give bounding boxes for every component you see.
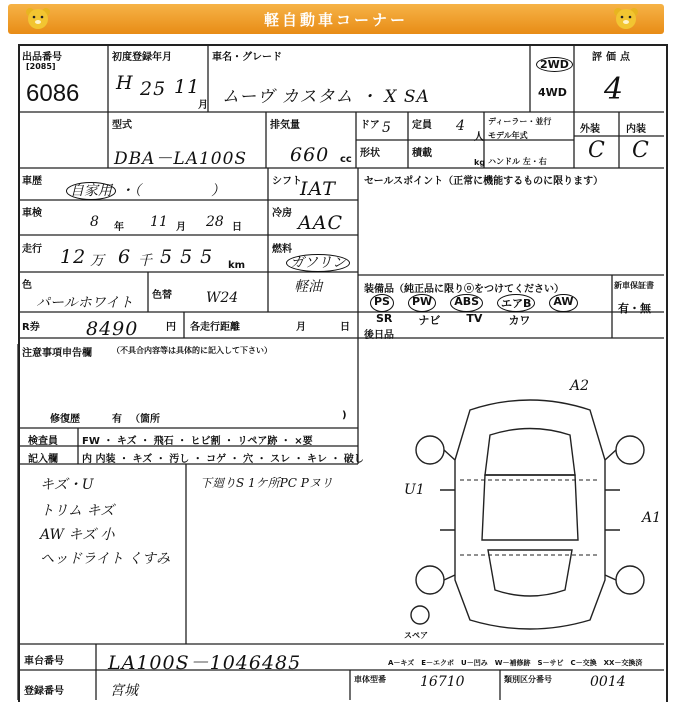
exterior-value: C <box>588 138 606 163</box>
registration-no-label: 登録番号 <box>24 686 64 697</box>
equipment-ps: PS <box>370 294 394 312</box>
remark-1: キズ・U <box>40 477 94 493</box>
inspection-label: 車検 <box>22 208 42 219</box>
inspection-day-unit: 日 <box>232 222 242 233</box>
diagram-mark-right: A1 <box>642 510 662 526</box>
equipment-sr: SR <box>376 312 393 325</box>
class-value: 0014 <box>590 674 626 690</box>
model-name: ムーヴ カスタム ・ X SA <box>222 87 430 107</box>
inspection-day: 28 <box>206 214 224 230</box>
warranty-label: 新車保証書 <box>614 281 654 290</box>
lot-label: 出品番号 <box>22 52 62 63</box>
fleet-value: 16710 <box>420 674 465 690</box>
type-value: DBA－LA100S <box>114 149 248 169</box>
remark-4: ヘッドライト くすみ <box>40 551 171 567</box>
remark-3: AW キズ 小 <box>40 527 115 543</box>
type-label: 型式 <box>112 120 132 131</box>
mileage-unit: km <box>228 260 246 271</box>
registration-no-value: 宮城 <box>110 683 138 699</box>
grade-value: 4 <box>604 72 625 107</box>
repair-close: ) <box>342 410 347 421</box>
class-label: 類別区分番号 <box>504 675 552 684</box>
load-label: 積載 <box>412 148 432 159</box>
handle-label: ハンドル 左・右 <box>488 157 547 166</box>
displacement-unit: cc <box>340 154 352 165</box>
usage-paren: ・（ ） <box>120 183 225 199</box>
fuel-diesel: 軽油 <box>294 279 322 295</box>
header-title: 軽自動車コーナー <box>263 11 408 29</box>
drive-4wd: 4WD <box>538 86 567 99</box>
grade-label: 評価点 <box>592 52 634 63</box>
registration-year: 25 <box>140 78 167 100</box>
inspection-year: 8 <box>90 214 99 230</box>
meter-month: 月 <box>296 322 306 333</box>
capacity-unit: 人 <box>474 132 484 143</box>
repair-value: 有 <box>112 414 122 425</box>
registration-era: H <box>116 72 134 94</box>
equipment-abs: ABS <box>450 294 483 312</box>
shift-label: シフト <box>272 176 302 187</box>
equipment-row-2 <box>376 312 530 328</box>
mileage-sen: 6 <box>118 246 132 268</box>
lot-number: 6086 <box>26 80 80 107</box>
shift-value: IAT <box>300 178 336 200</box>
ac-label: 冷房 <box>272 208 292 219</box>
mileage-rest: 555 <box>160 246 221 268</box>
recycle-unit: 円 <box>166 322 176 333</box>
meter-day: 日 <box>340 322 350 333</box>
model-label: 車名・グレード <box>212 52 282 63</box>
capacity-value: 4 <box>456 118 465 134</box>
diagram-mark-left: U1 <box>404 482 425 498</box>
car-damage-diagram <box>400 380 660 642</box>
fuel-gasoline: ガソリン <box>286 254 350 272</box>
registration-month: 11 <box>174 76 201 98</box>
registration-unit: 月 <box>198 100 208 111</box>
color-label: 色 <box>22 280 32 291</box>
inspector-items: FW ・ キズ ・ 飛石 ・ ヒビ割 ・ リペア跡 ・ ×要 <box>82 436 313 447</box>
equipment-label: 装備品（純正品に限りⓞをつけてください） <box>364 284 564 295</box>
diagram-mark-bottom: スペア <box>404 631 428 640</box>
equipment-navi: ナビ <box>418 314 441 327</box>
fuel-label: 燃料 <box>272 244 292 255</box>
mileage-sen-unit: 千 <box>138 253 152 269</box>
damage-legend: A－キズ E－エクボ U－凹み W－補修跡 S－サビ C－交換 XX－交換済 <box>388 659 643 667</box>
remark-2: トリム キズ <box>40 503 115 519</box>
doors-label: ドア <box>360 120 380 131</box>
shape-label: 形状 <box>360 148 380 159</box>
equipment-leather: カワ <box>508 314 531 327</box>
usage-label: 車歴 <box>22 176 42 187</box>
drive-2wd: 2WD <box>536 57 573 72</box>
inspector-label: 検査員 <box>28 436 58 447</box>
recycle-label: R券 <box>22 322 40 333</box>
warranty-value: 有・無 <box>618 302 651 315</box>
ac-value: AAC <box>298 212 343 234</box>
doors-value: 5 <box>382 120 391 136</box>
lot-sub: [2085] <box>26 62 56 71</box>
displacement-label: 排気量 <box>270 120 300 131</box>
recorder-items: 内 内装 ・ キズ ・ 汚し ・ コゲ ・ 穴 ・ スレ ・ キレ ・ 破し <box>82 454 364 465</box>
chassis-label: 車台番号 <box>24 656 64 667</box>
inspection-month-unit: 月 <box>176 222 186 233</box>
inspection-month: 11 <box>150 214 168 230</box>
color-code: W24 <box>206 290 239 306</box>
notes-sub: （不具合内容等は具体的に記入して下さい） <box>112 346 272 355</box>
capacity-label: 定員 <box>412 120 432 131</box>
recycle-value: 8490 <box>86 318 139 340</box>
exterior-label: 外装 <box>580 124 600 135</box>
interior-label: 内装 <box>626 124 646 135</box>
displacement-value: 660 <box>290 144 330 166</box>
model-year-label: モデル年式 <box>488 131 528 140</box>
equipment-aw: AW <box>549 294 577 312</box>
equipment-row-1 <box>370 294 578 312</box>
repair-label: 修復歴 <box>50 414 80 425</box>
equipment-airbag: エアB <box>497 294 535 312</box>
mileage-label: 走行 <box>22 244 42 255</box>
fleet-label: 車体型番 <box>354 675 386 684</box>
color-value: パールホワイト <box>36 295 134 311</box>
notes-label: 注意事項申告欄 <box>22 348 92 359</box>
sales-point-label: セールスポイント（正常に機能するものに限ります） <box>364 176 604 187</box>
color-change-label: 色替 <box>152 290 172 301</box>
diagram-mark-top: A2 <box>570 378 590 394</box>
remark-right: 下廻りS 1ケ所PC Pヌリ <box>200 476 333 490</box>
usage-value: 自家用 <box>66 182 116 200</box>
chassis-value: LA100S－1046485 <box>108 652 302 674</box>
dealer-label: ディーラー・並行 <box>488 117 552 126</box>
mileage-man: 12 <box>60 246 87 268</box>
meter-label: 各走行距離 <box>190 322 240 333</box>
inspection-year-unit: 年 <box>114 222 124 233</box>
interior-value: C <box>632 138 650 163</box>
equipment-pw: PW <box>408 294 436 312</box>
registration-label: 初度登録年月 <box>112 52 172 63</box>
repair-suffix: （箇所 <box>130 414 160 425</box>
mileage-man-unit: 万 <box>90 253 104 269</box>
equipment-tv: TV <box>466 312 483 325</box>
back-seat-label: 後日品 <box>364 330 394 341</box>
recorder-label: 記入欄 <box>28 454 58 465</box>
load-unit: kg <box>474 158 486 167</box>
